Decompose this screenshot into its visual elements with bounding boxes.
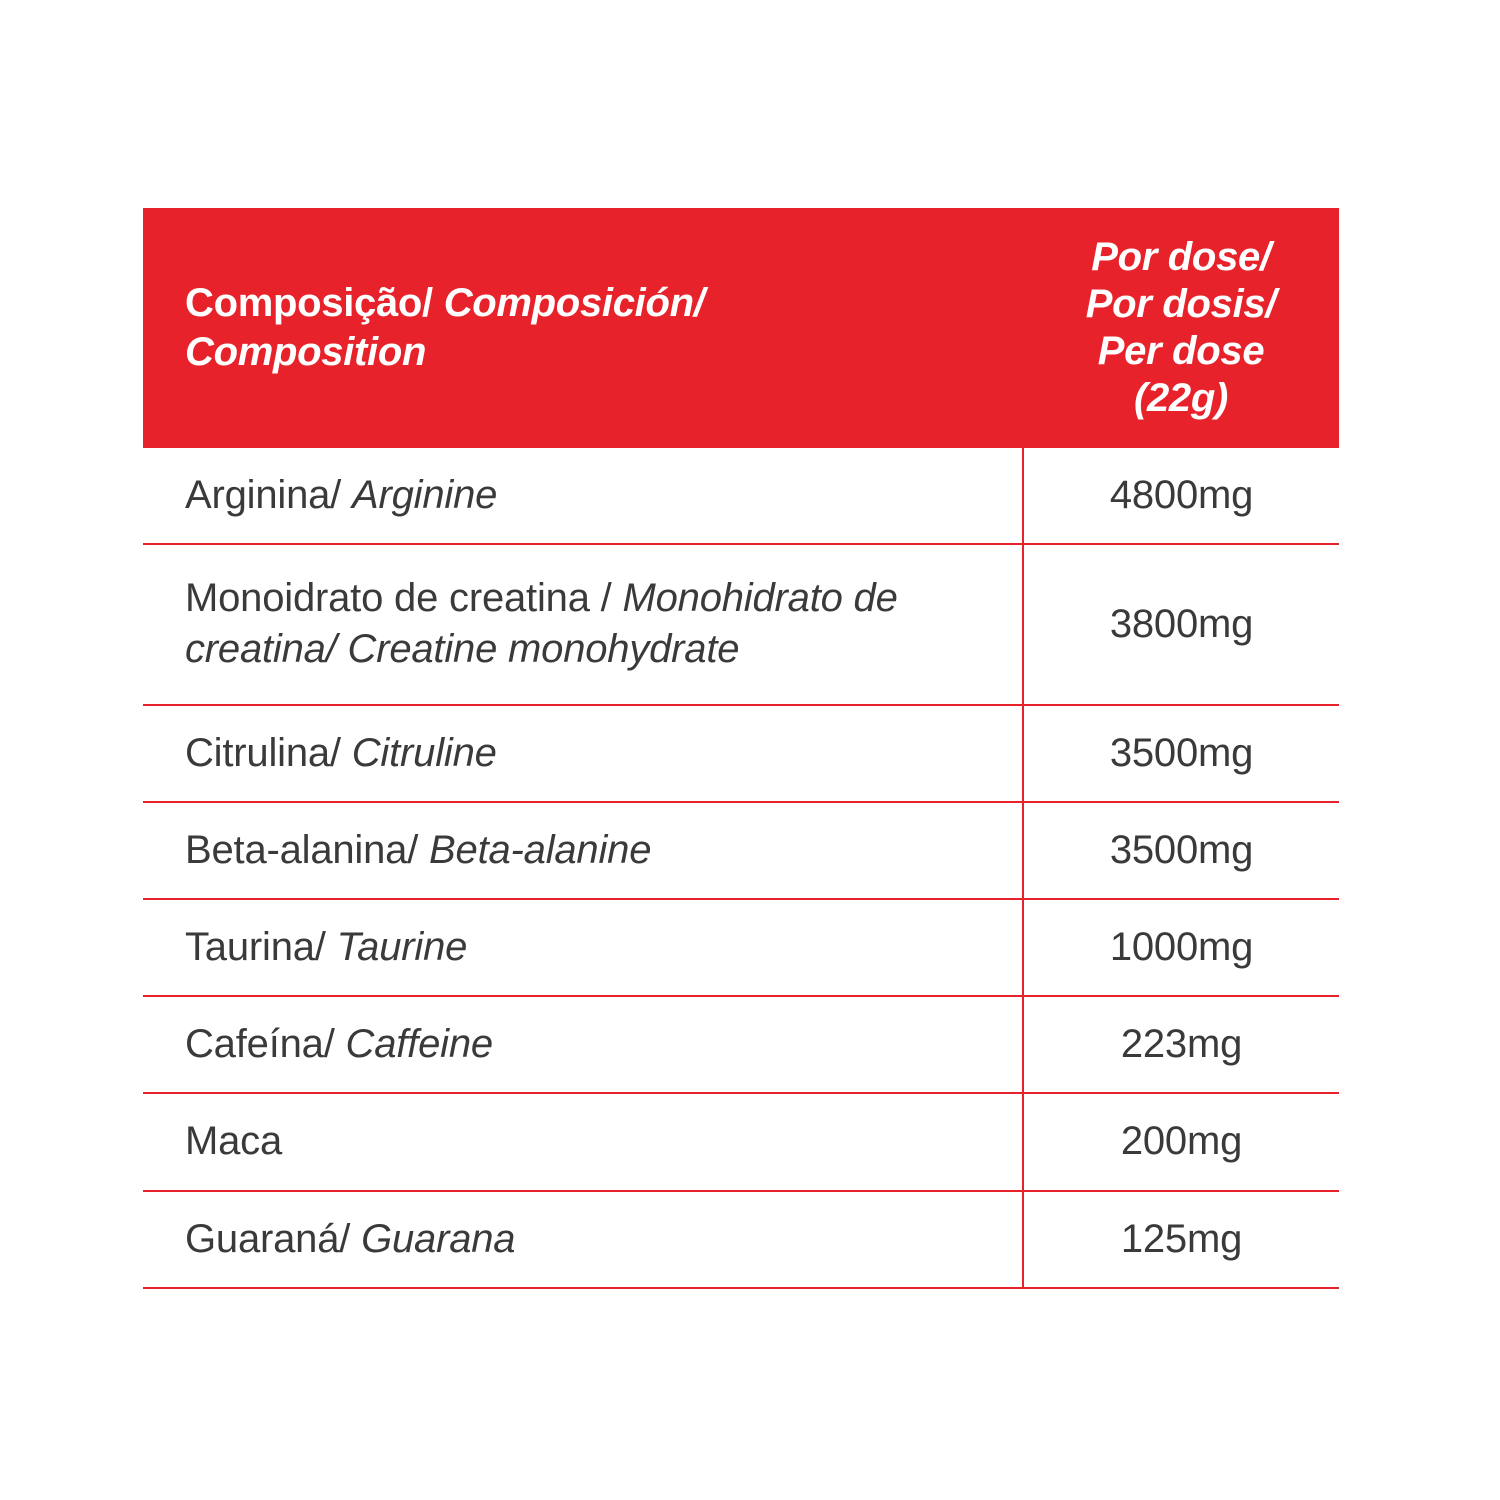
ingredient-name-pt: Guaraná/ [185, 1216, 362, 1261]
ingredient-name [143, 1191, 1023, 1288]
ingredient-name-pt: Monoidrato de creatina / [185, 576, 623, 621]
ingredient-name-en: Citruline [351, 730, 497, 775]
table-row [143, 1191, 1339, 1288]
ingredient-name [143, 802, 1023, 899]
ingredient-name-pt: Cafeína/ [185, 1022, 346, 1067]
ingredient-name-pt: Taurina/ [185, 924, 337, 969]
table-body [143, 448, 1339, 1288]
ingredient-name-en: Caffeine [345, 1022, 493, 1067]
table-header [143, 208, 1339, 448]
header-per-dose-pt: Por dose/ [1091, 234, 1271, 279]
ingredient-value: 3800mg [1023, 544, 1339, 704]
ingredient-name-en: Beta-alanine [429, 827, 652, 872]
ingredient-name [143, 544, 1023, 704]
table-header-row [143, 208, 1339, 448]
ingredient-name [143, 705, 1023, 802]
ingredient-value: 200mg [1023, 1093, 1339, 1190]
ingredient-name-pt: Citrulina/ [185, 730, 352, 775]
ingredient-value: 223mg [1023, 996, 1339, 1093]
ingredient-value: 125mg [1023, 1191, 1339, 1288]
header-per-dose-en: Per dose [1097, 329, 1265, 373]
ingredient-name [143, 996, 1023, 1093]
ingredient-value: 3500mg [1023, 802, 1339, 899]
table-row [143, 1093, 1339, 1190]
ingredient-name-pt: Arginina/ [185, 473, 352, 517]
ingredient-name [143, 1093, 1023, 1190]
table-row [143, 705, 1339, 802]
ingredient-name-en: Guarana [361, 1216, 516, 1261]
ingredient-value: 3500mg [1023, 705, 1339, 802]
ingredient-name-en: Taurine [336, 924, 468, 969]
header-per-dose-amount: (22g) [1133, 376, 1229, 421]
header-composition-es: Composición/ [443, 281, 705, 326]
header-composition-en: Composition [185, 330, 427, 374]
table-row [143, 544, 1339, 704]
ingredient-name-pt: Beta-alanina/ [185, 827, 430, 872]
header-cell-composition [143, 208, 1023, 448]
table-row [143, 448, 1339, 544]
composition-table [143, 208, 1339, 1289]
header-per-dose-es: Por dosis/ [1085, 281, 1277, 326]
ingredient-name-en: Arginine [352, 473, 498, 517]
ingredient-name-pt: Maca [185, 1119, 283, 1164]
table-row [143, 996, 1339, 1093]
header-composition-pt: Composição/ [185, 281, 433, 326]
header-cell-per-dose [1023, 208, 1339, 448]
ingredient-value: 4800mg [1023, 448, 1339, 544]
ingredient-name [143, 448, 1023, 544]
ingredient-name [143, 899, 1023, 996]
table-row [143, 899, 1339, 996]
table-row [143, 802, 1339, 899]
ingredient-name-en: Monohidrato de creatina/ Creatine monohydrate [185, 576, 898, 672]
ingredient-value: 1000mg [1023, 899, 1339, 996]
